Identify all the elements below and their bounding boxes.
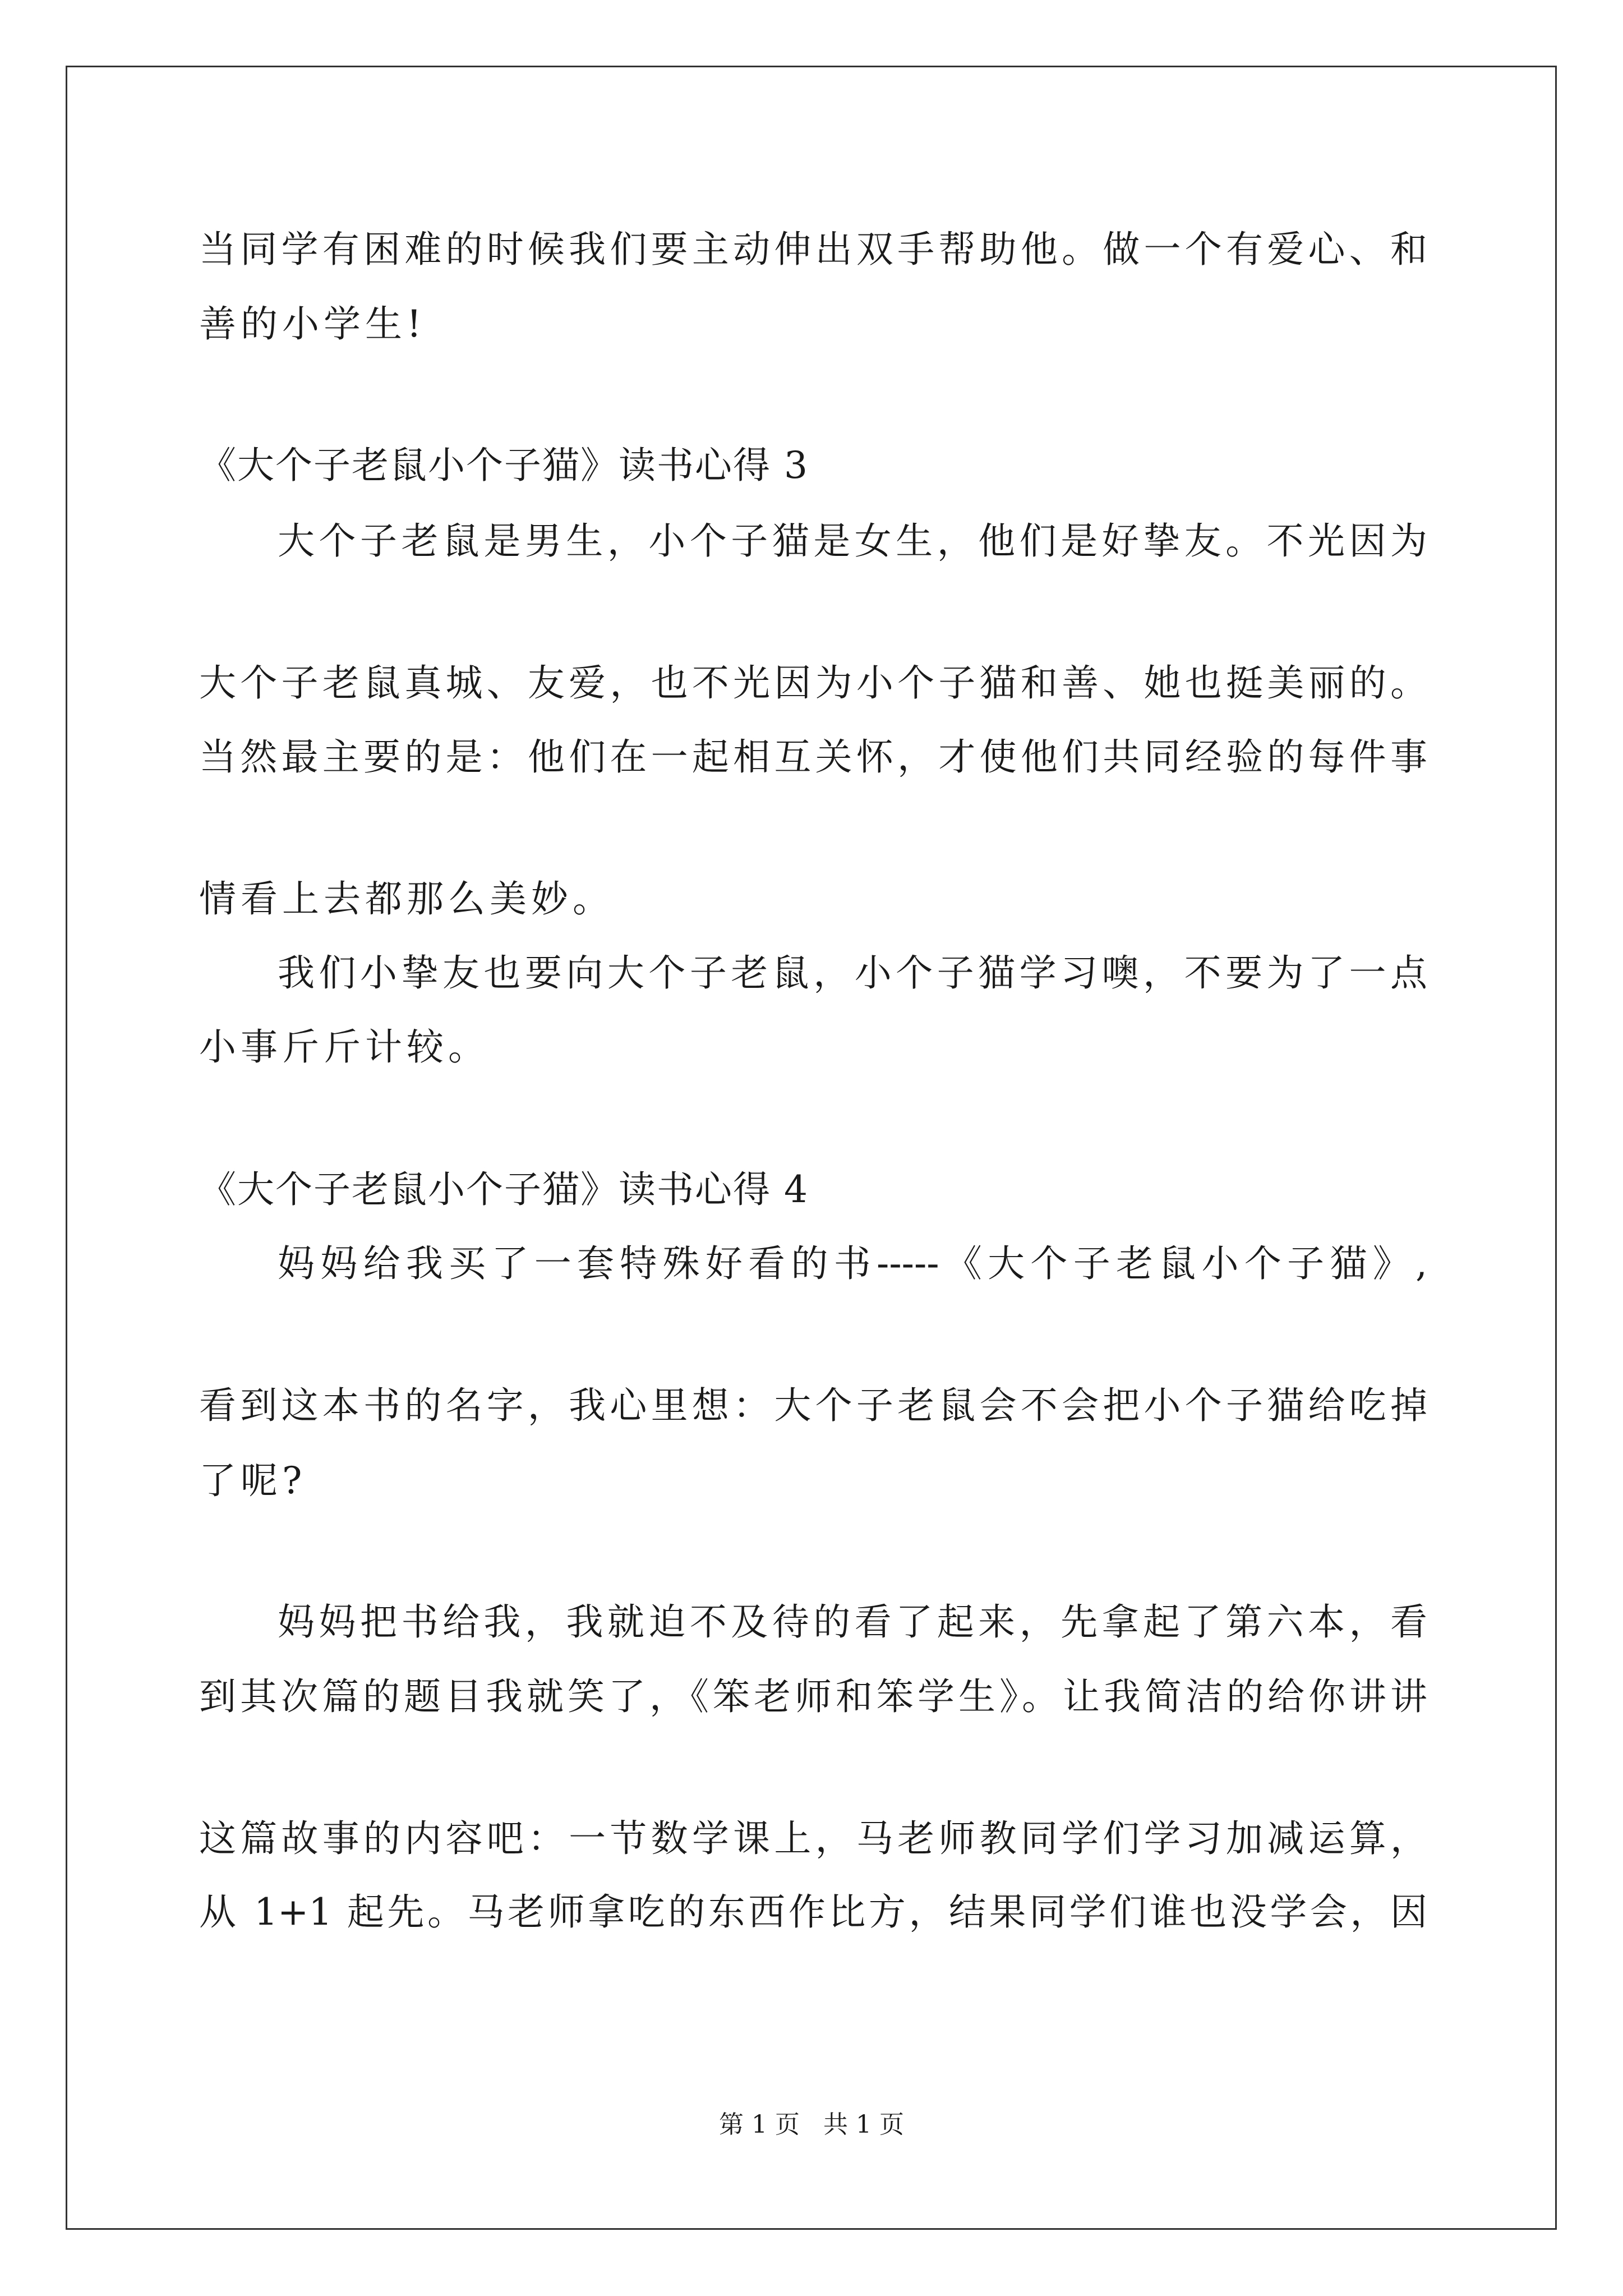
- text-line-14: 妈妈把书给我，我就迫不及待的看了起来，先拿起了第六本，看: [278, 1600, 1427, 1644]
- text-line-6: 当然最主要的是：他们在一起相互关怀，才使他们共同经验的每件事: [199, 735, 1427, 779]
- text-line-13: 了呢?: [199, 1459, 307, 1502]
- section-heading-3: 《大个子老鼠小个子猫》读书心得 3: [199, 444, 809, 487]
- text-line-4: 大个子老鼠是男生，小个子猫是女生，他们是好挚友。不光因为: [278, 519, 1427, 563]
- text-line-9: 小事斤斤计较。: [199, 1025, 490, 1069]
- text-line-7: 情看上去都那么美妙。: [199, 877, 614, 921]
- text-line-17: 从 1+1 起先。马老师拿吃的东西作比方，结果同学们谁也没学会，因: [199, 1890, 1427, 1934]
- text-line-16: 这篇故事的内容吧：一节数学课上，马老师教同学们学习加减运算，: [199, 1817, 1427, 1860]
- text-line-15: 到其次篇的题目我就笑了，《笨老师和笨学生》。让我简洁的给你讲讲: [199, 1675, 1427, 1718]
- page-number-footer: 第 1 页 共 1 页: [719, 2110, 904, 2139]
- text-line-8: 我们小挚友也要向大个子老鼠，小个子猫学习噢，不要为了一点: [278, 951, 1427, 995]
- text-line-2: 善的小学生!: [199, 302, 426, 346]
- text-line-12: 看到这本书的名字，我心里想：大个子老鼠会不会把小个子猫给吃掉: [199, 1384, 1427, 1427]
- text-line-5: 大个子老鼠真城、友爱，也不光因为小个子猫和善、她也挺美丽的。: [199, 661, 1427, 705]
- section-heading-4: 《大个子老鼠小个子猫》读书心得 4: [199, 1168, 809, 1211]
- text-line-11: 妈妈给我买了一套特殊好看的书-----《大个子老鼠小个子猫》,: [278, 1242, 1427, 1285]
- text-line-1: 当同学有困难的时候我们要主动伸出双手帮助他。做一个有爱心、和: [199, 228, 1427, 271]
